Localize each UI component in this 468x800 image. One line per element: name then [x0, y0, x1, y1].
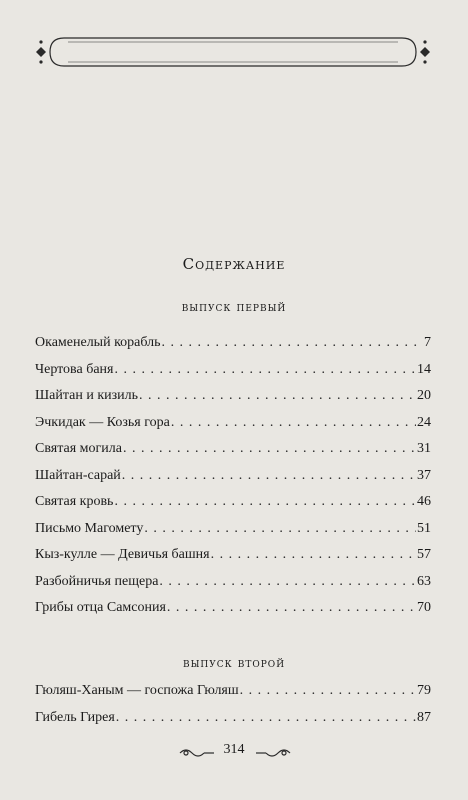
section-heading-2: выпуск второй — [182, 656, 286, 671]
toc-entry-title: Гибель Гирея — [35, 709, 115, 725]
toc-entry-page: 7 — [424, 335, 431, 350]
toc-entry-title: Грибы отца Самсония — [35, 600, 166, 615]
toc-list-2 — [35, 683, 431, 736]
toc-entry — [35, 710, 431, 737]
leader-dots — [167, 600, 416, 616]
leader-dots — [123, 441, 416, 457]
toc-entry-title: Шайтан и кизиль — [35, 388, 139, 403]
toc-entry-page: 37 — [417, 467, 431, 483]
toc-entry — [35, 600, 431, 627]
toc-entry — [35, 362, 431, 389]
section-heading-1: выпуск первый — [181, 300, 287, 315]
toc-entry — [35, 415, 431, 442]
toc-entry-page: 63 — [417, 573, 431, 589]
toc-entry-page: 79 — [417, 683, 431, 698]
page-footer — [0, 742, 468, 766]
toc-entry — [35, 574, 431, 601]
toc-entry-title: Разбойничья пещера — [35, 573, 159, 589]
toc-entry-page: 51 — [417, 520, 431, 536]
top-ornament — [30, 30, 436, 74]
toc-entry — [35, 468, 431, 495]
toc-entry-page: 20 — [417, 388, 431, 403]
toc-entry-page: 87 — [417, 709, 431, 725]
leader-dots — [122, 468, 416, 484]
toc-entry-title: Эчкидак — Козья гора — [35, 414, 170, 430]
toc-entry-page: 46 — [417, 494, 431, 509]
toc-entry-title: Святая кровь — [35, 494, 114, 509]
leader-dots — [114, 362, 416, 378]
toc-list-1 — [35, 335, 431, 627]
toc-entry-title: Святая могила — [35, 441, 122, 456]
leader-dots — [159, 574, 416, 590]
toc-entry-page: 24 — [417, 414, 431, 430]
leader-dots — [139, 388, 416, 404]
toc-entry — [35, 547, 431, 574]
leader-dots — [211, 547, 416, 563]
toc-entry — [35, 494, 431, 521]
show-through-text — [38, 58, 428, 368]
toc-entry-title: Кыз-кулле — Девичья башня — [35, 547, 210, 562]
leader-dots — [116, 710, 416, 726]
toc-entry — [35, 441, 431, 468]
toc-entry-title: Письмо Магомету — [35, 520, 144, 536]
leader-dots — [162, 335, 423, 351]
toc-entry-title: Шайтан-сарай — [35, 467, 121, 483]
page-number: 314 — [223, 742, 245, 757]
toc-entry-title: Чертова баня — [35, 361, 114, 377]
leader-dots — [144, 521, 416, 537]
toc-entry-title: Гюляш-Ханым — госпожа Гюляш — [35, 683, 239, 698]
leader-dots — [171, 415, 416, 431]
toc-entry — [35, 335, 431, 362]
toc-entry-page: 70 — [417, 600, 431, 615]
toc-entry — [35, 683, 431, 710]
page-title: Содержание — [182, 255, 286, 273]
toc-entry-page: 57 — [417, 547, 431, 562]
toc-entry-page: 31 — [417, 441, 431, 456]
toc-entry-title: Окаменелый корабль — [35, 335, 161, 350]
toc-entry — [35, 388, 431, 415]
leader-dots — [114, 494, 416, 510]
toc-entry-page: 14 — [417, 361, 431, 377]
leader-dots — [240, 683, 416, 699]
right-flourish-icon — [252, 745, 292, 761]
toc-entry — [35, 521, 431, 548]
